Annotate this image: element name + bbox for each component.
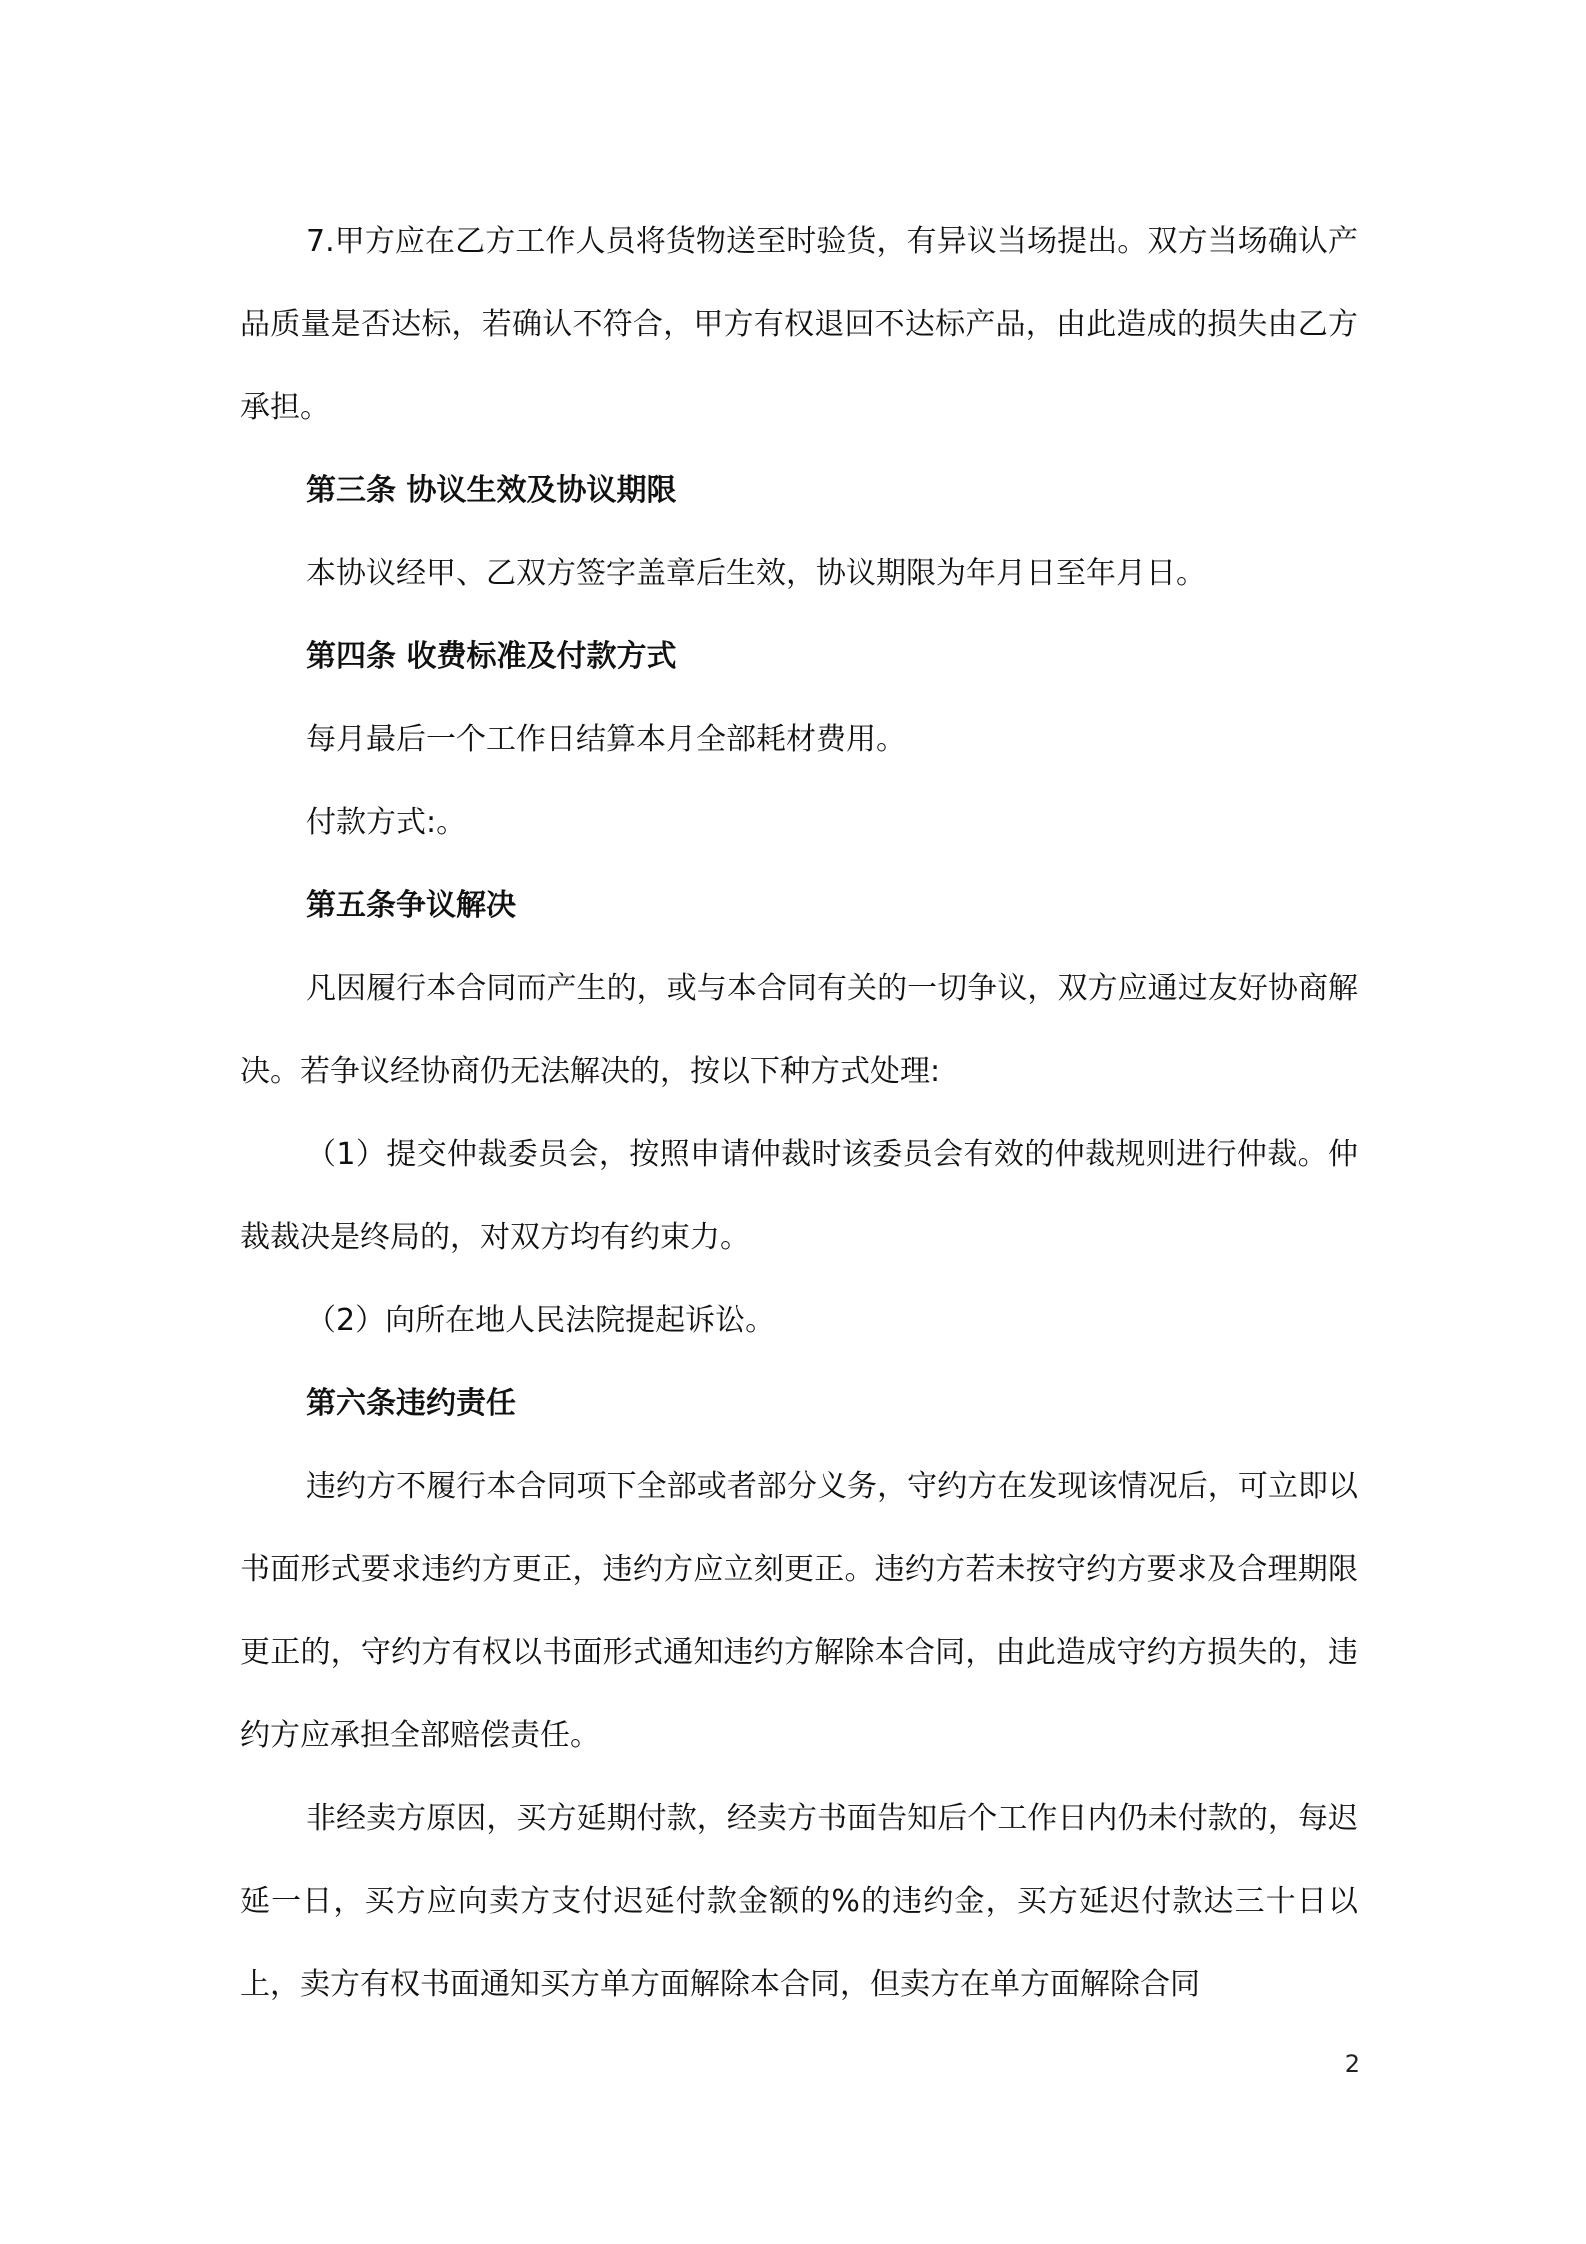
article-6-body-1: 违约方不履行本合同项下全部或者部分义务，守约方在发现该情况后，可立即以书面形式要求违约方更正，违约方应立刻更正。违约方若未按守约方要求及合理期限更正的，守约方有权以书面形式通知违约方解除本合同，由此造成守约方损失的，违约方应承担全部赔偿责任。 bbox=[240, 1469, 1358, 1753]
article-5-body: 凡因履行本合同而产生的，或与本合同有关的一切争议，双方应通过友好协商解决。若争议经协商仍无法解决的，按以下种方式处理: bbox=[240, 971, 1358, 1089]
article-4-heading: 第四条 收费标准及付款方式 bbox=[306, 639, 677, 674]
article-6-body-2: 非经卖方原因，买方延期付款，经卖方书面告知后个工作日内仍未付款的，每迟延一日，买方应向卖方支付迟延付款金额的%的违约金，买方延迟付款达三十日以上，卖方有权书面通知买方单方面解除本合同，但卖方在单方面解除合同 bbox=[240, 1801, 1358, 2002]
article-5-heading: 第五条争议解决 bbox=[306, 888, 516, 923]
article-4-settlement: 每月最后一个工作日结算本月全部耗材费用。 bbox=[306, 722, 906, 757]
article-4-payment-method: 付款方式:。 bbox=[306, 805, 467, 840]
article-6-heading: 第六条违约责任 bbox=[306, 1386, 516, 1421]
page-number: 2 bbox=[1344, 2050, 1360, 2078]
article-5-option-1: （1）提交仲裁委员会，按照申请仲裁时该委员会有效的仲裁规则进行仲裁。仲裁裁决是终局的，对双方均有约束力。 bbox=[240, 1137, 1358, 1255]
clause-7-inspection: 7.甲方应在乙方工作人员将货物送至时验货，有异议当场提出。双方当场确认产品质量是否达标，若确认不符合，甲方有权退回不达标产品，由此造成的损失由乙方承担。 bbox=[240, 224, 1358, 425]
document-body bbox=[240, 200, 1358, 2026]
article-5-option-2: （2）向所在地人民法院提起诉讼。 bbox=[306, 1303, 776, 1338]
article-3-heading: 第三条 协议生效及协议期限 bbox=[306, 473, 677, 508]
article-3-body: 本协议经甲、乙双方签字盖章后生效，协议期限为年月日至年月日。 bbox=[306, 556, 1206, 591]
